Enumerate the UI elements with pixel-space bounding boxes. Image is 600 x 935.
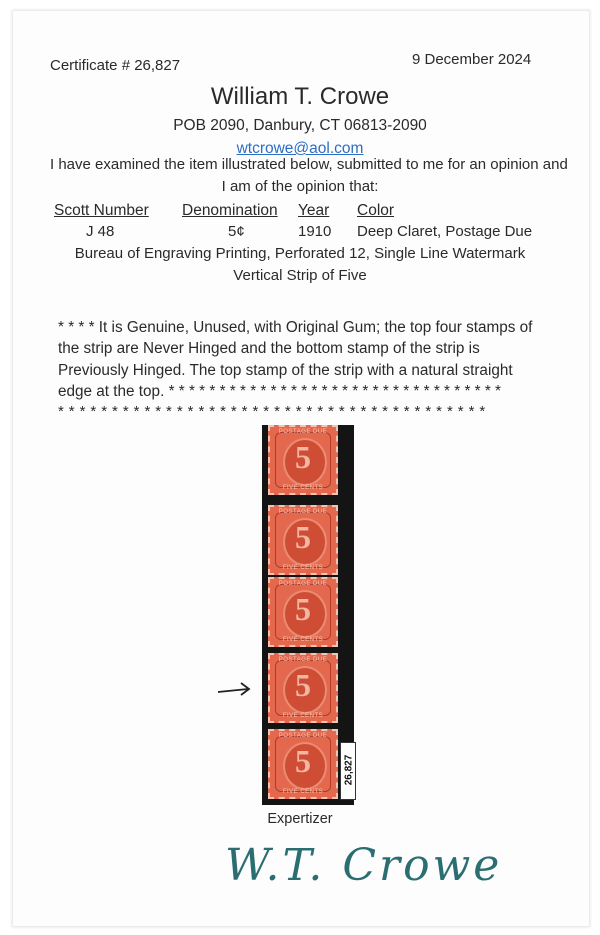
stamp-numeral: 5 (295, 439, 311, 475)
stamp-top-caption: POSTAGE DUE (278, 581, 328, 587)
opinion-stars-line: * * * * * * * * * * * * * * * * * * * * * * * * * * * * * * * * * * * * * * * * (58, 403, 486, 420)
stamp-numeral: 5 (295, 667, 311, 703)
description-line-1: Bureau of Engraving Printing, Perforated 12, Single Line Watermark (74, 245, 526, 262)
stamp-2 (268, 505, 338, 575)
certificate-number: Certificate # 26,827 (50, 57, 181, 74)
intro-line-2: I am of the opinion that: (221, 178, 379, 195)
expert-signature: W.T. Crowe (225, 840, 503, 891)
stamp-numeral: 5 (295, 591, 311, 627)
stamp-numeral: 5 (295, 743, 311, 779)
intro-line-1: I have examined the item illustrated below, submitted to me for an opinion and (50, 156, 568, 173)
expert-email-link[interactable]: wtcrowe@aol.com (236, 140, 364, 157)
description-line-2: Vertical Strip of Five (233, 267, 367, 284)
stamp-top-caption: POSTAGE DUE (278, 509, 328, 515)
stamp-bottom-caption: FIVE CENTS (282, 565, 324, 571)
value-year: 1910 (298, 223, 332, 240)
expertizer-caption: Expertizer (267, 811, 333, 827)
stamp-top-caption: POSTAGE DUE (278, 733, 328, 739)
stamp-1 (268, 425, 338, 495)
value-color: Deep Claret, Postage Due (357, 223, 533, 240)
stamp-bottom-caption: FIVE CENTS (282, 789, 324, 795)
header-denomination: Denomination (182, 202, 278, 219)
photo-label-number: 26,827 (343, 754, 355, 786)
stamp-3 (268, 577, 338, 647)
stamp-numeral: 5 (295, 519, 311, 555)
header-scott-number: Scott Number (54, 202, 149, 219)
header-year: Year (298, 202, 330, 219)
expert-name: William T. Crowe (210, 83, 390, 110)
stamp-5 (268, 729, 338, 799)
certificate-date: 9 December 2024 (412, 51, 532, 68)
stamp-top-caption: POSTAGE DUE (278, 429, 328, 435)
arrow-icon (216, 680, 252, 700)
expert-address: POB 2090, Danbury, CT 06813-2090 (173, 117, 427, 134)
stamp-bottom-caption: FIVE CENTS (282, 485, 324, 491)
value-scott-number: J 48 (86, 223, 115, 240)
stamp-bottom-caption: FIVE CENTS (282, 637, 324, 643)
stamp-top-caption: POSTAGE DUE (278, 657, 328, 663)
value-denomination: 5¢ (228, 223, 245, 240)
stamp-4 (268, 653, 338, 723)
opinion-text: * * * * It is Genuine, Unused, with Original Gum; the top four stamps of the strip are Never Hinged and the bottom stamp of the strip is Previously Hinged. The top stamp of the strip with a natural straight edge at the top. * * * * * * * * * * * * * * * * * * * * * * * * * * * * * * * * * (58, 319, 533, 400)
stamp-bottom-caption: FIVE CENTS (282, 713, 324, 719)
header-color: Color (357, 202, 395, 219)
